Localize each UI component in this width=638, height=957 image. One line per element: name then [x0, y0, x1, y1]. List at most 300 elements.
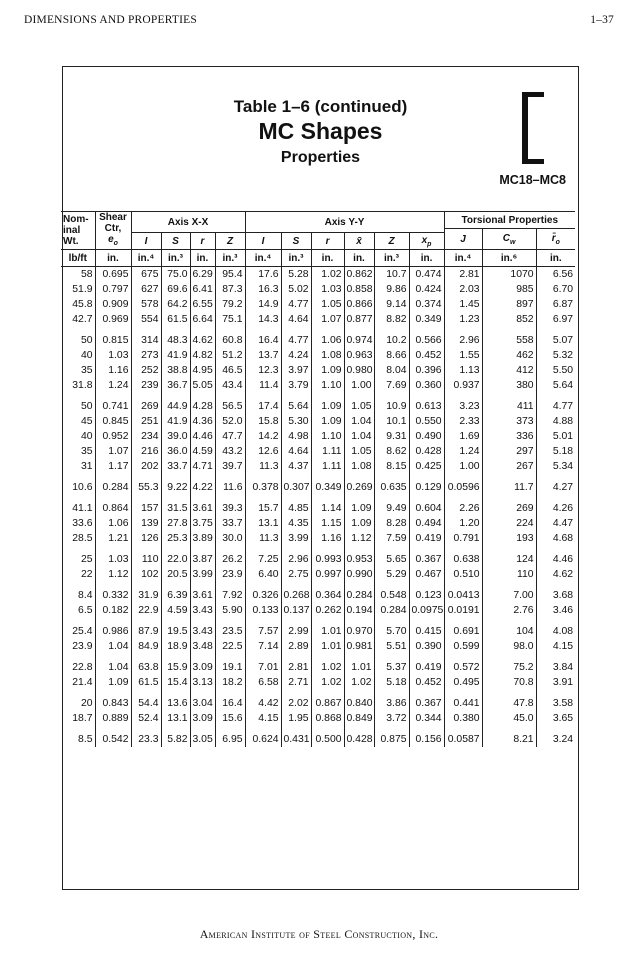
- table-cell: 0.970: [344, 624, 374, 639]
- table-cell: 18.9: [161, 639, 190, 654]
- table-cell: 1.05: [311, 297, 344, 312]
- table-cell: 985: [482, 282, 536, 297]
- table-cell: 0.360: [409, 378, 444, 393]
- table-cell: 3.43: [190, 624, 215, 639]
- table-cell: 373: [482, 414, 536, 429]
- table-cell: 3.72: [374, 711, 409, 726]
- table-cell: 252: [131, 363, 161, 378]
- table-cell: 0.133: [245, 603, 281, 618]
- table-cell: 0.974: [344, 333, 374, 348]
- table-cell: 104: [482, 624, 536, 639]
- unit-cell: in.: [311, 250, 344, 267]
- table-cell: 1.04: [344, 429, 374, 444]
- table-cell: 3.23: [444, 399, 482, 414]
- table-row: [61, 588, 575, 603]
- table-row: [61, 348, 575, 363]
- table-cell: 0.284: [95, 480, 131, 495]
- table-cell: 20.5: [161, 567, 190, 582]
- table-cell: 0.638: [444, 552, 482, 567]
- table-cell: 40: [80, 431, 93, 442]
- table-cell: 54.4: [131, 696, 161, 711]
- table-cell: 17.6: [245, 267, 281, 283]
- table-cell: 6.87: [536, 297, 575, 312]
- table-cell: 10.7: [374, 267, 409, 283]
- table-cell: 33.7: [215, 516, 245, 531]
- table-cell: 0.332: [95, 588, 131, 603]
- unit-cell: in.³: [281, 250, 311, 267]
- table-cell: 0.194: [344, 603, 374, 618]
- unit-cell: in.: [409, 250, 444, 267]
- table-cell: 38.8: [161, 363, 190, 378]
- table-cell: 0.425: [409, 459, 444, 474]
- table-cell: 0.380: [444, 711, 482, 726]
- table-cell: 7.69: [374, 378, 409, 393]
- table-cell: 0.858: [344, 282, 374, 297]
- table-cell: 6.5: [78, 605, 93, 616]
- table-cell: 1.03: [95, 552, 131, 567]
- table-cell: 8.5: [78, 734, 93, 745]
- table-cell: 22.5: [215, 639, 245, 654]
- table-cell: 4.46: [190, 429, 215, 444]
- table-cell: 7.57: [245, 624, 281, 639]
- table-cell: 6.55: [190, 297, 215, 312]
- table-cell: 126: [131, 531, 161, 546]
- table-cell: 95.4: [215, 267, 245, 283]
- table-row: [61, 282, 575, 297]
- table-cell: 0.424: [409, 282, 444, 297]
- table-subtitle: Properties: [280, 149, 361, 166]
- table-cell: 16.4: [245, 333, 281, 348]
- table-cell: 102: [131, 567, 161, 582]
- table-cell: 7.01: [245, 660, 281, 675]
- table-cell: 0.604: [409, 501, 444, 516]
- table-cell: 0.284: [374, 603, 409, 618]
- table-cell: 273: [131, 348, 161, 363]
- table-cell: 1.24: [95, 378, 131, 393]
- table-cell: 1.02: [311, 660, 344, 675]
- col-ry: r: [311, 233, 344, 250]
- table-cell: 14.2: [245, 429, 281, 444]
- table-cell: 0.284: [344, 588, 374, 603]
- table-cell: 0.467: [409, 567, 444, 582]
- table-cell: 5.18: [374, 675, 409, 690]
- table-cell: 10.6: [72, 482, 93, 493]
- table-cell: 13.7: [245, 348, 281, 363]
- unit-cell: in.: [536, 250, 575, 267]
- table-cell: 0.963: [344, 348, 374, 363]
- table-cell: 0.0596: [444, 480, 482, 495]
- page-footer: American Institute of Steel Construction, Inc.: [199, 927, 439, 941]
- table-cell: 0.129: [409, 480, 444, 495]
- table-cell: 4.24: [281, 348, 311, 363]
- table-cell: 0.367: [409, 696, 444, 711]
- unit-cell: in.³: [161, 250, 190, 267]
- table-cell: 41.9: [161, 414, 190, 429]
- table-cell: 0.981: [344, 639, 374, 654]
- table-cell: 2.81: [444, 267, 482, 283]
- table-cell: 18.7: [72, 713, 93, 724]
- table-cell: 5.02: [281, 282, 311, 297]
- table-cell: 2.99: [281, 624, 311, 639]
- table-cell: 6.40: [245, 567, 281, 582]
- table-row: [61, 399, 575, 414]
- table-cell: 5.64: [281, 399, 311, 414]
- table-cell: 47.7: [215, 429, 245, 444]
- table-cell: 47.8: [482, 696, 536, 711]
- table-cell: 22.0: [161, 552, 190, 567]
- unit-cell: in.: [190, 250, 215, 267]
- table-cell: 4.88: [536, 414, 575, 429]
- table-cell: 14.9: [245, 297, 281, 312]
- table-cell: 9.14: [374, 297, 409, 312]
- table-row: [61, 516, 575, 531]
- col-xbar: x̄: [344, 233, 374, 250]
- shape-range: MC18–MC8: [499, 173, 566, 187]
- table-cell: 36.7: [161, 378, 190, 393]
- table-cell: 3.61: [190, 501, 215, 516]
- table-row: [61, 267, 575, 283]
- table-cell: 0.969: [95, 312, 131, 327]
- table-cell: 1.04: [95, 639, 131, 654]
- table-cell: 3.48: [190, 639, 215, 654]
- table-cell: 22.8: [72, 662, 93, 673]
- table-cell: 36.0: [161, 444, 190, 459]
- table-cell: 1.08: [311, 348, 344, 363]
- table-cell: 2.89: [281, 639, 311, 654]
- table-cell: 6.41: [190, 282, 215, 297]
- table-row: [61, 459, 575, 474]
- table-cell: 6.70: [536, 282, 575, 297]
- table-cell: 0.599: [444, 639, 482, 654]
- table-cell: 11.6: [215, 480, 245, 495]
- table-cell: 2.96: [444, 333, 482, 348]
- table-cell: 0.510: [444, 567, 482, 582]
- table-cell: 4.71: [190, 459, 215, 474]
- col-Iy: I: [245, 233, 281, 250]
- table-cell: 0.845: [95, 414, 131, 429]
- table-cell: 52.0: [215, 414, 245, 429]
- table-cell: 4.77: [536, 399, 575, 414]
- table-cell: 5.34: [536, 459, 575, 474]
- table-cell: 16.3: [245, 282, 281, 297]
- table-cell: 3.79: [281, 378, 311, 393]
- table-cell: 31.9: [131, 588, 161, 603]
- table-row: [61, 567, 575, 582]
- table-cell: 0.156: [409, 732, 444, 747]
- table-cell: 3.84: [536, 660, 575, 675]
- col-rx: r: [190, 233, 215, 250]
- table-cell: 4.42: [245, 696, 281, 711]
- table-row: [61, 531, 575, 546]
- table-cell: 3.43: [190, 603, 215, 618]
- table-cell: 6.56: [536, 267, 575, 283]
- table-cell: 41.1: [72, 503, 93, 514]
- table-cell: 0.495: [444, 675, 482, 690]
- table-cell: 4.64: [281, 312, 311, 327]
- table-cell: 267: [482, 459, 536, 474]
- table-cell: 5.05: [190, 378, 215, 393]
- table-cell: 4.26: [536, 501, 575, 516]
- table-body: [61, 267, 575, 748]
- unit-cell: in.: [344, 250, 374, 267]
- table-cell: 852: [482, 312, 536, 327]
- table-cell: 2.33: [444, 414, 482, 429]
- table-cell: 1.06: [95, 516, 131, 531]
- table-cell: 8.15: [374, 459, 409, 474]
- channel-shape-icon: [522, 92, 544, 164]
- table-cell: 0.572: [444, 660, 482, 675]
- table-cell: 4.15: [245, 711, 281, 726]
- col-Cw: $C_w$: [482, 229, 536, 250]
- units-row: [61, 250, 575, 267]
- table-cell: 5.30: [281, 414, 311, 429]
- table-row: [61, 444, 575, 459]
- table-cell: 1.04: [344, 414, 374, 429]
- table-cell: 1.00: [344, 378, 374, 393]
- table-cell: 1.09: [95, 675, 131, 690]
- table-cell: 33.6: [72, 518, 93, 529]
- table-cell: 15.9: [161, 660, 190, 675]
- table-row: [61, 603, 575, 618]
- table-cell: 98.0: [482, 639, 536, 654]
- table-cell: 84.9: [131, 639, 161, 654]
- table-cell: 0.741: [95, 399, 131, 414]
- table-cell: 39.7: [215, 459, 245, 474]
- table-cell: 0.849: [344, 711, 374, 726]
- table-cell: 0.566: [409, 333, 444, 348]
- table-cell: 40: [80, 350, 93, 361]
- table-cell: 0.953: [344, 552, 374, 567]
- table-cell: 42.7: [72, 314, 93, 325]
- table-cell: 1.08: [344, 459, 374, 474]
- table-title: MC Shapes: [258, 118, 383, 144]
- table-cell: 216: [131, 444, 161, 459]
- table-cell: 0.269: [344, 480, 374, 495]
- table-cell: 1.06: [311, 333, 344, 348]
- table-cell: 0.990: [344, 567, 374, 582]
- table-cell: 2.02: [281, 696, 311, 711]
- table-cell: 4.62: [190, 333, 215, 348]
- table-cell: 0.307: [281, 480, 311, 495]
- table-cell: 2.81: [281, 660, 311, 675]
- table-cell: 15.7: [245, 501, 281, 516]
- table-cell: 19.1: [215, 660, 245, 675]
- table-cell: 3.99: [190, 567, 215, 582]
- table-cell: 0.548: [374, 588, 409, 603]
- table-cell: 13.1: [161, 711, 190, 726]
- table-cell: 23.9: [72, 641, 93, 652]
- table-cell: 4.95: [190, 363, 215, 378]
- table-cell: 17.4: [245, 399, 281, 414]
- table-cell: 0.452: [409, 675, 444, 690]
- unit-cell: in.⁴: [444, 250, 482, 267]
- table-row: [61, 414, 575, 429]
- table-cell: 558: [482, 333, 536, 348]
- table-cell: 4.85: [281, 501, 311, 516]
- table-cell: 0.344: [409, 711, 444, 726]
- table-cell: 4.98: [281, 429, 311, 444]
- table-cell: 5.90: [215, 603, 245, 618]
- col-shear-center: Shear Ctr, $e_o$: [95, 212, 131, 250]
- table-cell: 2.26: [444, 501, 482, 516]
- table-cell: 23.3: [131, 732, 161, 747]
- table-cell: 4.22: [190, 480, 215, 495]
- table-cell: 6.95: [215, 732, 245, 747]
- table-cell: 3.24: [536, 732, 575, 747]
- table-cell: 1.16: [311, 531, 344, 546]
- table-cell: 897: [482, 297, 536, 312]
- table-cell: 4.28: [190, 399, 215, 414]
- table-cell: 51.2: [215, 348, 245, 363]
- table-row: [61, 297, 575, 312]
- table-cell: 0.550: [409, 414, 444, 429]
- table-cell: 1.09: [344, 501, 374, 516]
- table-number: Table 1–6 (continued): [233, 97, 408, 116]
- table-cell: 3.97: [281, 363, 311, 378]
- table-cell: 6.39: [161, 588, 190, 603]
- table-cell: 0.262: [311, 603, 344, 618]
- table-cell: 0.441: [444, 696, 482, 711]
- table-cell: 56.5: [215, 399, 245, 414]
- table-cell: 0.862: [344, 267, 374, 283]
- table-cell: 10.1: [374, 414, 409, 429]
- table-cell: 8.66: [374, 348, 409, 363]
- table-cell: 554: [131, 312, 161, 327]
- title-block: [63, 97, 578, 169]
- table-cell: 0.624: [245, 732, 281, 747]
- table-cell: 31.8: [72, 380, 93, 391]
- table-cell: 1.00: [444, 459, 482, 474]
- table-cell: 64.2: [161, 297, 190, 312]
- table-cell: 75.0: [161, 267, 190, 283]
- table-cell: 87.3: [215, 282, 245, 297]
- table-cell: 8.21: [482, 732, 536, 747]
- table-cell: 5.70: [374, 624, 409, 639]
- table-cell: 110: [482, 567, 536, 582]
- table-cell: 5.32: [536, 348, 575, 363]
- table-cell: 0.182: [95, 603, 131, 618]
- table-cell: 0.419: [409, 660, 444, 675]
- table-cell: 52.4: [131, 711, 161, 726]
- table-cell: 3.65: [536, 711, 575, 726]
- table-cell: 269: [482, 501, 536, 516]
- table-cell: 627: [131, 282, 161, 297]
- table-cell: 22.9: [131, 603, 161, 618]
- table-cell: 9.49: [374, 501, 409, 516]
- col-Sy: S: [281, 233, 311, 250]
- table-cell: 3.75: [190, 516, 215, 531]
- table-cell: 12.3: [245, 363, 281, 378]
- table-cell: 4.64: [281, 444, 311, 459]
- col-xp: $x_p$: [409, 233, 444, 250]
- table-cell: 0.378: [245, 480, 281, 495]
- table-cell: 336: [482, 429, 536, 444]
- table-cell: 45.8: [72, 299, 93, 310]
- table-cell: 25.4: [72, 626, 93, 637]
- table-cell: 0.797: [95, 282, 131, 297]
- table-cell: 0.843: [95, 696, 131, 711]
- table-cell: 7.92: [215, 588, 245, 603]
- table-cell: 1.14: [311, 501, 344, 516]
- table-row: [61, 675, 575, 690]
- table-cell: 1.13: [444, 363, 482, 378]
- table-row: [61, 501, 575, 516]
- table-cell: 1.45: [444, 297, 482, 312]
- table-cell: 2.76: [482, 603, 536, 618]
- table-cell: 4.59: [190, 444, 215, 459]
- col-Zx: Z: [215, 233, 245, 250]
- torsional-header: Torsional Properties: [444, 212, 575, 229]
- table-cell: 1.95: [281, 711, 311, 726]
- table-cell: 25: [80, 554, 93, 565]
- unit-cell: in.⁶: [482, 250, 536, 267]
- unit-cell: lb/ft: [61, 250, 95, 267]
- table-row: [61, 378, 575, 393]
- table-cell: 1.23: [444, 312, 482, 327]
- table-cell: 8.62: [374, 444, 409, 459]
- table-cell: 0.993: [311, 552, 344, 567]
- table-cell: 7.25: [245, 552, 281, 567]
- table-cell: 3.89: [190, 531, 215, 546]
- table-cell: 4.82: [190, 348, 215, 363]
- table-cell: 4.36: [190, 414, 215, 429]
- table-cell: 0.691: [444, 624, 482, 639]
- table-cell: 1.01: [344, 660, 374, 675]
- table-cell: 0.864: [95, 501, 131, 516]
- table-cell: 0.868: [311, 711, 344, 726]
- table-row: [61, 363, 575, 378]
- table-cell: 20: [80, 698, 93, 709]
- table-cell: 0.909: [95, 297, 131, 312]
- table-cell: 0.390: [409, 639, 444, 654]
- table-cell: 44.9: [161, 399, 190, 414]
- table-cell: 6.97: [536, 312, 575, 327]
- table-cell: 61.5: [131, 675, 161, 690]
- table-cell: 75.2: [482, 660, 536, 675]
- table-cell: 4.62: [536, 567, 575, 582]
- table-cell: 7.14: [245, 639, 281, 654]
- table-cell: 5.01: [536, 429, 575, 444]
- table-cell: 224: [482, 516, 536, 531]
- table-cell: 0.815: [95, 333, 131, 348]
- table-cell: 0.431: [281, 732, 311, 747]
- table-cell: 1.09: [344, 516, 374, 531]
- table-cell: 6.64: [190, 312, 215, 327]
- table-cell: 6.58: [245, 675, 281, 690]
- table-cell: 3.46: [536, 603, 575, 618]
- table-cell: 11.3: [245, 459, 281, 474]
- table-cell: 5.18: [536, 444, 575, 459]
- table-cell: 3.05: [190, 732, 215, 747]
- table-cell: 5.65: [374, 552, 409, 567]
- table-cell: 35: [80, 365, 93, 376]
- table-cell: 14.3: [245, 312, 281, 327]
- unit-cell: in.: [95, 250, 131, 267]
- table-frame: [62, 66, 579, 890]
- table-cell: 3.04: [190, 696, 215, 711]
- table-cell: 0.791: [444, 531, 482, 546]
- table-cell: 0.500: [311, 732, 344, 747]
- table-cell: 1.24: [444, 444, 482, 459]
- properties-table: [61, 211, 575, 747]
- table-cell: 11.7: [482, 480, 536, 495]
- table-row: [61, 312, 575, 327]
- table-cell: 675: [131, 267, 161, 283]
- table-cell: 4.15: [536, 639, 575, 654]
- table-cell: 4.27: [536, 480, 575, 495]
- table-cell: 43.4: [215, 378, 245, 393]
- table-cell: 0.613: [409, 399, 444, 414]
